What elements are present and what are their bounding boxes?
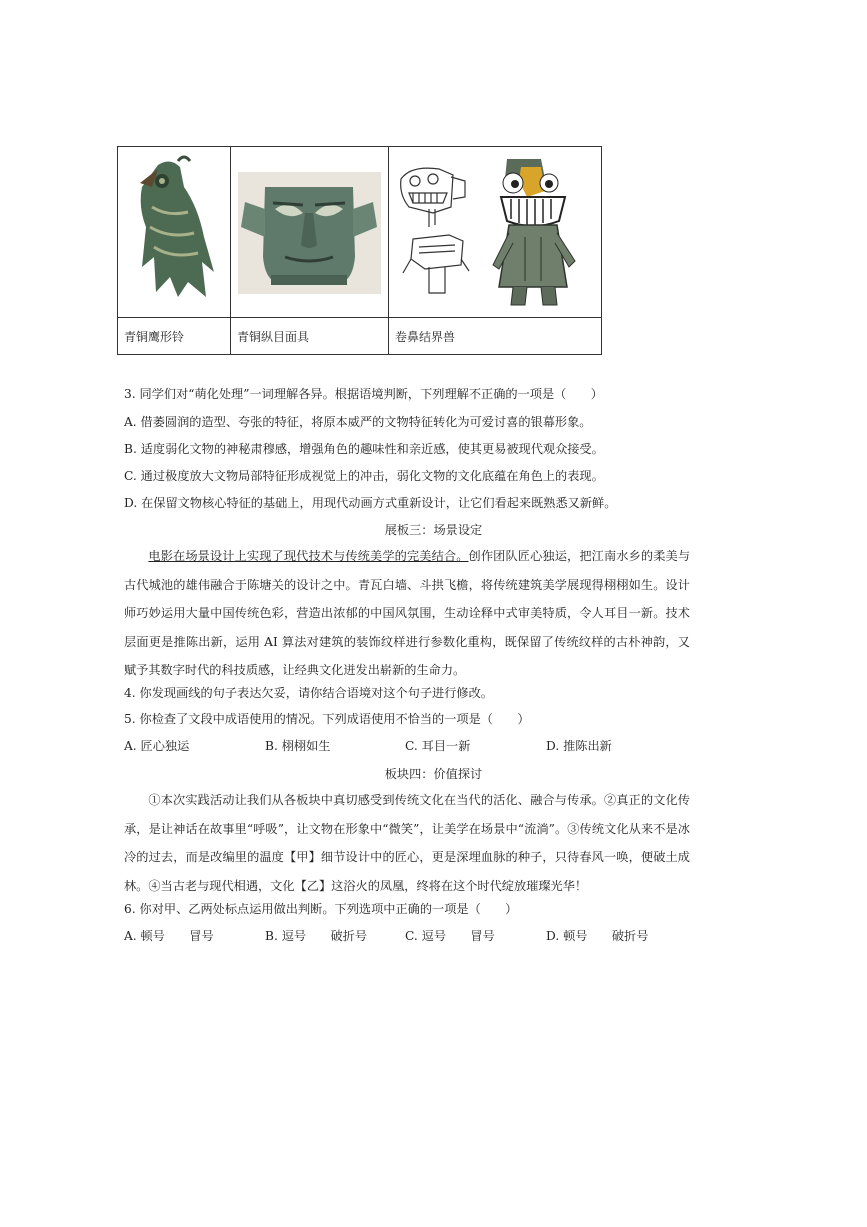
question-3-option-b: B. 适度弱化文物的神秘肃穆感，增强角色的趣味性和亲近感，使其更易被现代观众接受。 — [124, 442, 604, 456]
bronze-eagle-bell-image — [118, 147, 230, 317]
question-5-option-d: D. 推陈出新 — [546, 739, 612, 753]
panel-4-title: 板块四：价值探讨 — [384, 767, 483, 781]
question-6-option-b: B. 逗号 破折号 — [265, 929, 368, 943]
figure-table — [117, 146, 602, 355]
question-6-stem: 6. 你对甲、乙两处标点运用做出判断。下列选项中正确的一项是（ ） — [124, 902, 518, 916]
question-3-stem: 3. 同学们对“萌化处理”一词理解各异。根据语境判断，下列理解不正确的一项是（ ） — [124, 387, 603, 401]
question-6-option-d: D. 顿号 破折号 — [546, 929, 649, 943]
figure-caption-1: 青铜鹰形铃 — [118, 318, 231, 355]
panel-3-title: 展板三：场景设定 — [384, 523, 483, 537]
question-3-option-a: A. 借萎圆润的造型、夸张的特征，将原本威严的文物特征转化为可爱讨喜的银幕形象。 — [124, 415, 592, 429]
panel-3-paragraph — [124, 542, 690, 685]
question-5-option-a: A. 匠心独运 — [124, 739, 190, 753]
figure-caption-2: 青铜纵目面具 — [231, 318, 389, 355]
bronze-mask-image — [231, 147, 388, 317]
figure-cell-2 — [231, 147, 389, 318]
panel-4-paragraph: ①本次实践活动让我们从各板块中真切感受到传统文化在当代的活化、融合与传承。②真正的文化传承，是让神话在故事里“呼吸”，让文物在形象中“微笑”，让美学在场景中“流淌”。③传统文化从来不是冰冷的过去，而是改编里的温度【甲】细节设计中的匠心，更是深埋血脉的种子，只待春风一唤，便破土成林。④当古老与现代相遇，文化【乙】这浴火的凤凰，终将在这个时代绽放璀璨光华！ — [124, 793, 690, 893]
panel-3-body: 创作团队匠心独运，把江南水乡的柔美与古代城池的雄伟融合于陈塘关的设计之中。青瓦白墙、斗拱飞檐，将传统建筑美学展现得栩栩如生。设计师巧妙运用大量中国传统色彩，营造出浓郁的中国风氛围，生动诠释中式审美特质，令人耳目一新。技术层面更是推陈出新，运用 AI 算法对建筑的装饰纹样进行参数化重构，既保留了传统纹样的古朴神韵，又赋予其数字时代的科技质感，让经典文化迸发出崭新的生命力。 — [124, 549, 691, 677]
figure-cell-1 — [118, 147, 231, 318]
question-5-stem: 5. 你检查了文段中成语使用的情况。下列成语使用不恰当的一项是（ ） — [124, 712, 530, 726]
question-5-option-c: C. 耳目一新 — [405, 739, 471, 753]
figure-cell-3 — [389, 147, 602, 318]
cartoon-beast-image — [389, 147, 601, 317]
question-4-stem: 4. 你发现画线的句子表达欠妥，请你结合语境对这个句子进行修改。 — [124, 686, 493, 700]
question-3-option-c: C. 通过极度放大文物局部特征形成视觉上的冲击，弱化文物的文化底蕴在角色上的表现。 — [124, 469, 604, 483]
question-5-option-b: B. 栩栩如生 — [265, 739, 331, 753]
underlined-sentence: 电影在场景设计上实现了现代技术与传统美学的完美结合。 — [148, 549, 469, 563]
question-6-option-a: A. 顿号 冒号 — [124, 929, 214, 943]
question-3-option-d: D. 在保留文物核心特征的基础上，用现代动画方式重新设计，让它们看起来既熟悉又新鲜。 — [124, 496, 617, 510]
figure-caption-3: 卷鼻结界兽 — [389, 318, 602, 355]
question-6-option-c: C. 逗号 冒号 — [405, 929, 495, 943]
